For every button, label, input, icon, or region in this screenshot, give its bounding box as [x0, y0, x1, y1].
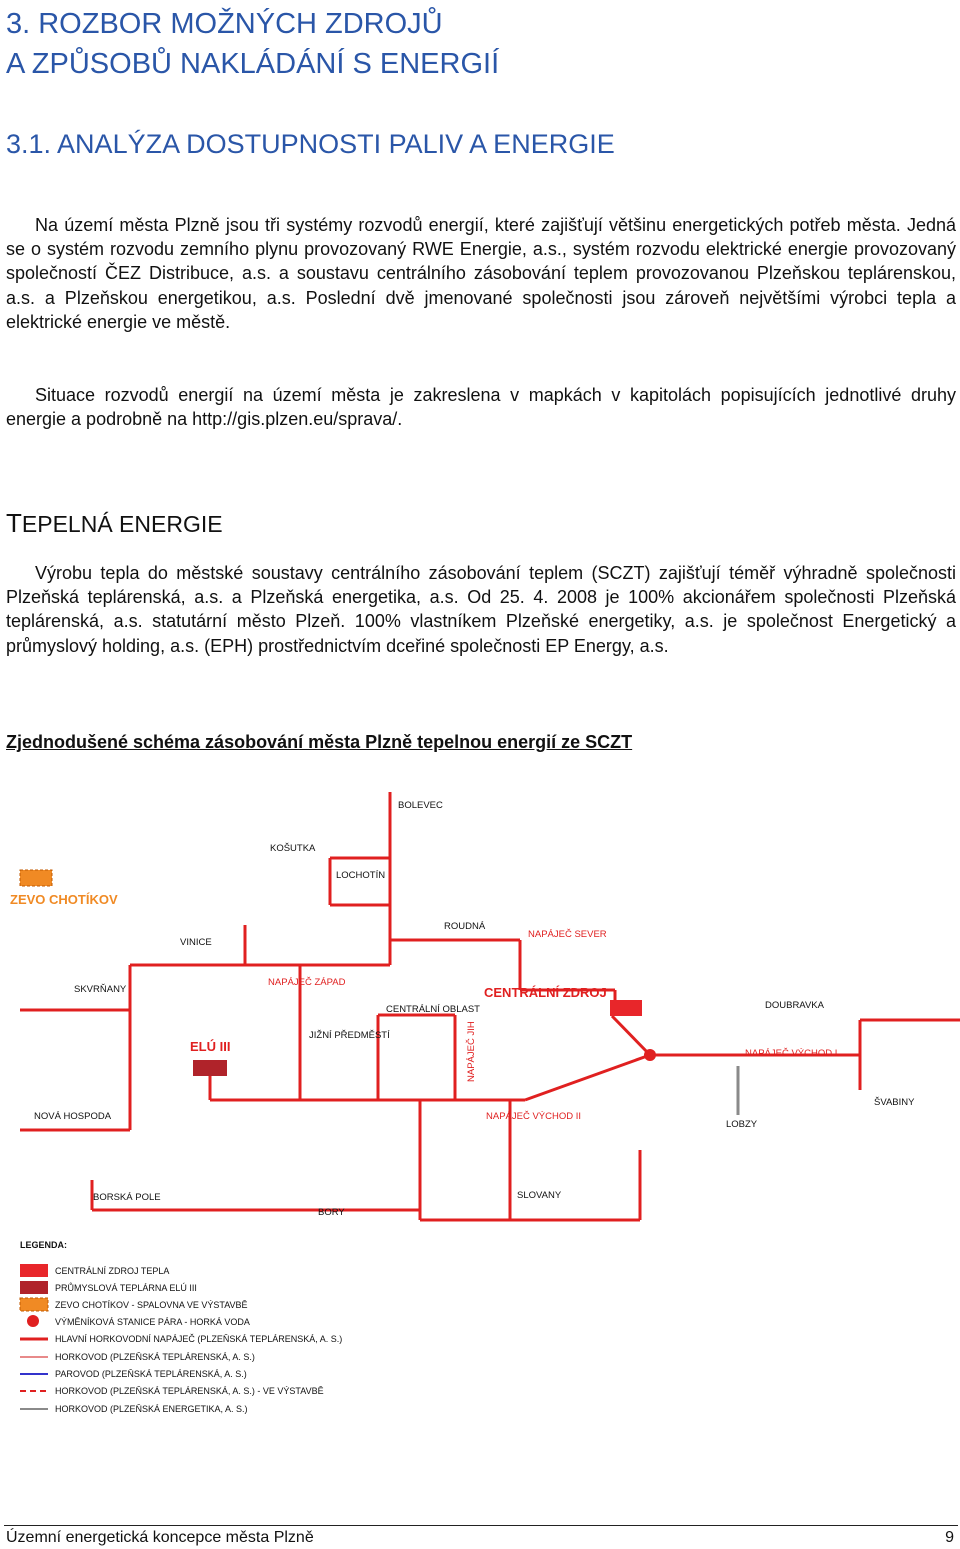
label-jizni-predmesti: JIŽNÍ PŘEDMĚSTÍ — [309, 1030, 390, 1041]
footer-document-title: Územní energetická koncepce města Plzně — [6, 1529, 314, 1546]
maps-paragraph — [6, 383, 956, 431]
page-number: 9 — [945, 1529, 954, 1546]
central-heat-source — [610, 1000, 642, 1016]
legend-label-steam: PAROVOD (PLZEŇSKÁ TEPLÁRENSKÁ, A. S.) — [55, 1369, 247, 1379]
label-bolevec: BOLEVEC — [398, 800, 443, 811]
legend-swatch-central-source — [20, 1264, 48, 1277]
chapter-title-line-1: 3. ROZBOR MOŽNÝCH ZDROJŮ — [6, 8, 443, 40]
heat-energy-heading — [6, 508, 223, 539]
label-doubravka: DOUBRAVKA — [765, 1000, 824, 1011]
legend-label-main-feeder: HLAVNÍ HORKOVODNÍ NAPÁJEČ (PLZEŇSKÁ TEPLÁRENSKÁ, A. S.) — [55, 1334, 343, 1344]
legend-label-zevo: ZEVO CHOTÍKOV - SPALOVNA VE VÝSTAVBĚ — [55, 1300, 248, 1310]
label-bory: BORY — [318, 1207, 345, 1218]
label-nova-hospoda: NOVÁ HOSPODA — [34, 1111, 112, 1122]
label-zevo: ZEVO CHOTÍKOV — [10, 892, 118, 907]
heat-text: Výrobu tepla do městské soustavy centrálního zásobování teplem (SCZT) zajišťují téměř výhradně společnosti Plzeňská teplárenská, a.s. a Plzeňská energetika, a.s. Od 25. 4. 2008 je 100% akcionářem společnosti Plzeňská teplárenská, a.s. statutární město Plzeň. 100% vlastníkem Plzeňské energetiky, a.s. je společnost Energetický a průmyslový holding, a.s. (EPH) prostřednictvím dceřiné společnosti EP Energy, a.s. — [6, 563, 956, 656]
legend — [20, 1240, 342, 1414]
label-skvrnany: SKVRŇANY — [74, 984, 127, 995]
label-slovany: SLOVANY — [517, 1190, 562, 1201]
legend-swatch-exchange-station — [27, 1315, 39, 1327]
exchange-station-dot — [644, 1049, 656, 1061]
legend-label-hot-water: HORKOVOD (PLZEŇSKÁ TEPLÁRENSKÁ, A. S.) — [55, 1352, 255, 1362]
heating-scheme-diagram — [0, 770, 960, 1430]
label-centralni-oblast: CENTRÁLNÍ OBLAST — [386, 1004, 480, 1015]
heat-paragraph — [6, 561, 956, 658]
label-roudna: ROUDNÁ — [444, 921, 486, 932]
label-elu: ELÚ III — [190, 1039, 231, 1054]
scheme-caption: Zjednodušené schéma zásobování města Plzně tepelnou energií ze SCZT — [6, 732, 633, 752]
label-napajec-sever: NAPÁJEČ SEVER — [528, 929, 607, 940]
heat-energy-heading-rest: EPELNÁ ENERGIE — [21, 511, 223, 537]
label-sabiny: ŠVABINY — [874, 1097, 915, 1108]
intro-text: Na území města Plzně jsou tři systémy rozvodů energií, které zajišťují většinu energetických potřeb města. Jedná se o systém rozvodu zemního plynu provozovaný RWE Energie, a.s., systém rozvodu elektrické energie provozovaný společností ČEZ Distribuce, a.s. a soustavu centrálního zásobování teplem provozovanou Plzeňskou teplárenskou, a.s. a Plzeňskou energetikou, a.s. Poslední dvě jmenované společnosti jsou zároveň největšími výrobci tepla a elektrické energie ve městě. — [6, 215, 956, 332]
label-vinice: VINICE — [180, 937, 212, 948]
label-napajec-vychod-2: NAPÁJEČ VÝCHOD II — [486, 1111, 582, 1122]
chapter-title-line-2: A ZPŮSOBŮ NAKLÁDÁNÍ S ENERGIÍ — [6, 48, 500, 80]
heat-energy-heading-initial: T — [6, 508, 22, 538]
label-kosutka: KOŠUTKA — [270, 843, 316, 854]
intro-paragraph — [6, 213, 956, 334]
label-centralni-zdroj: CENTRÁLNÍ ZDROJ — [484, 985, 607, 1000]
legend-label-exchange-station: VÝMĚNÍKOVÁ STANICE PÁRA - HORKÁ VODA — [55, 1317, 250, 1327]
label-napajec-jih: NAPÁJEČ JIH — [466, 1021, 477, 1082]
section-title: 3.1. ANALÝZA DOSTUPNOSTI PALIV A ENERGIE — [6, 129, 615, 159]
label-napajec-zapad: NAPÁJEČ ZÁPAD — [268, 977, 346, 988]
footer-divider — [4, 1525, 958, 1526]
maps-text: Situace rozvodů energií na území města je zakreslena v mapkách v kapitolách popisujících jednotlivé druhy energie a podrobně na http://gis.plzen.eu/sprava/. — [6, 385, 956, 430]
label-lochotin: LOCHOTÍN — [336, 870, 386, 881]
label-lobzy: LOBZY — [726, 1119, 758, 1130]
legend-label-central-source: CENTRÁLNÍ ZDROJ TEPLA — [55, 1266, 170, 1276]
elu-iii-plant — [193, 1060, 227, 1076]
pipe-vychod-2-b — [525, 1055, 650, 1100]
legend-swatch-elu — [20, 1281, 48, 1294]
label-napajec-vychod-1: NAPÁJEČ VÝCHOD I — [745, 1048, 838, 1059]
label-borska-pole: BORSKÁ POLE — [93, 1192, 161, 1203]
legend-swatch-zevo — [20, 1298, 48, 1311]
zevo-chotikov-source — [20, 870, 52, 886]
pipe-zdroj-vychod — [612, 1016, 650, 1055]
legend-label-under-construction: HORKOVOD (PLZEŇSKÁ TEPLÁRENSKÁ, A. S.) - VE VÝSTAVBĚ — [55, 1386, 324, 1396]
chapter-title — [6, 4, 906, 84]
legend-label-elu: PRŮMYSLOVÁ TEPLÁRNA ELÚ III — [55, 1283, 197, 1293]
legend-title: LEGENDA: — [20, 1240, 67, 1250]
scheme-labels — [10, 800, 915, 1218]
legend-label-pe-pipe: HORKOVOD (PLZEŇSKÁ ENERGETIKA, A. S.) — [55, 1404, 248, 1414]
